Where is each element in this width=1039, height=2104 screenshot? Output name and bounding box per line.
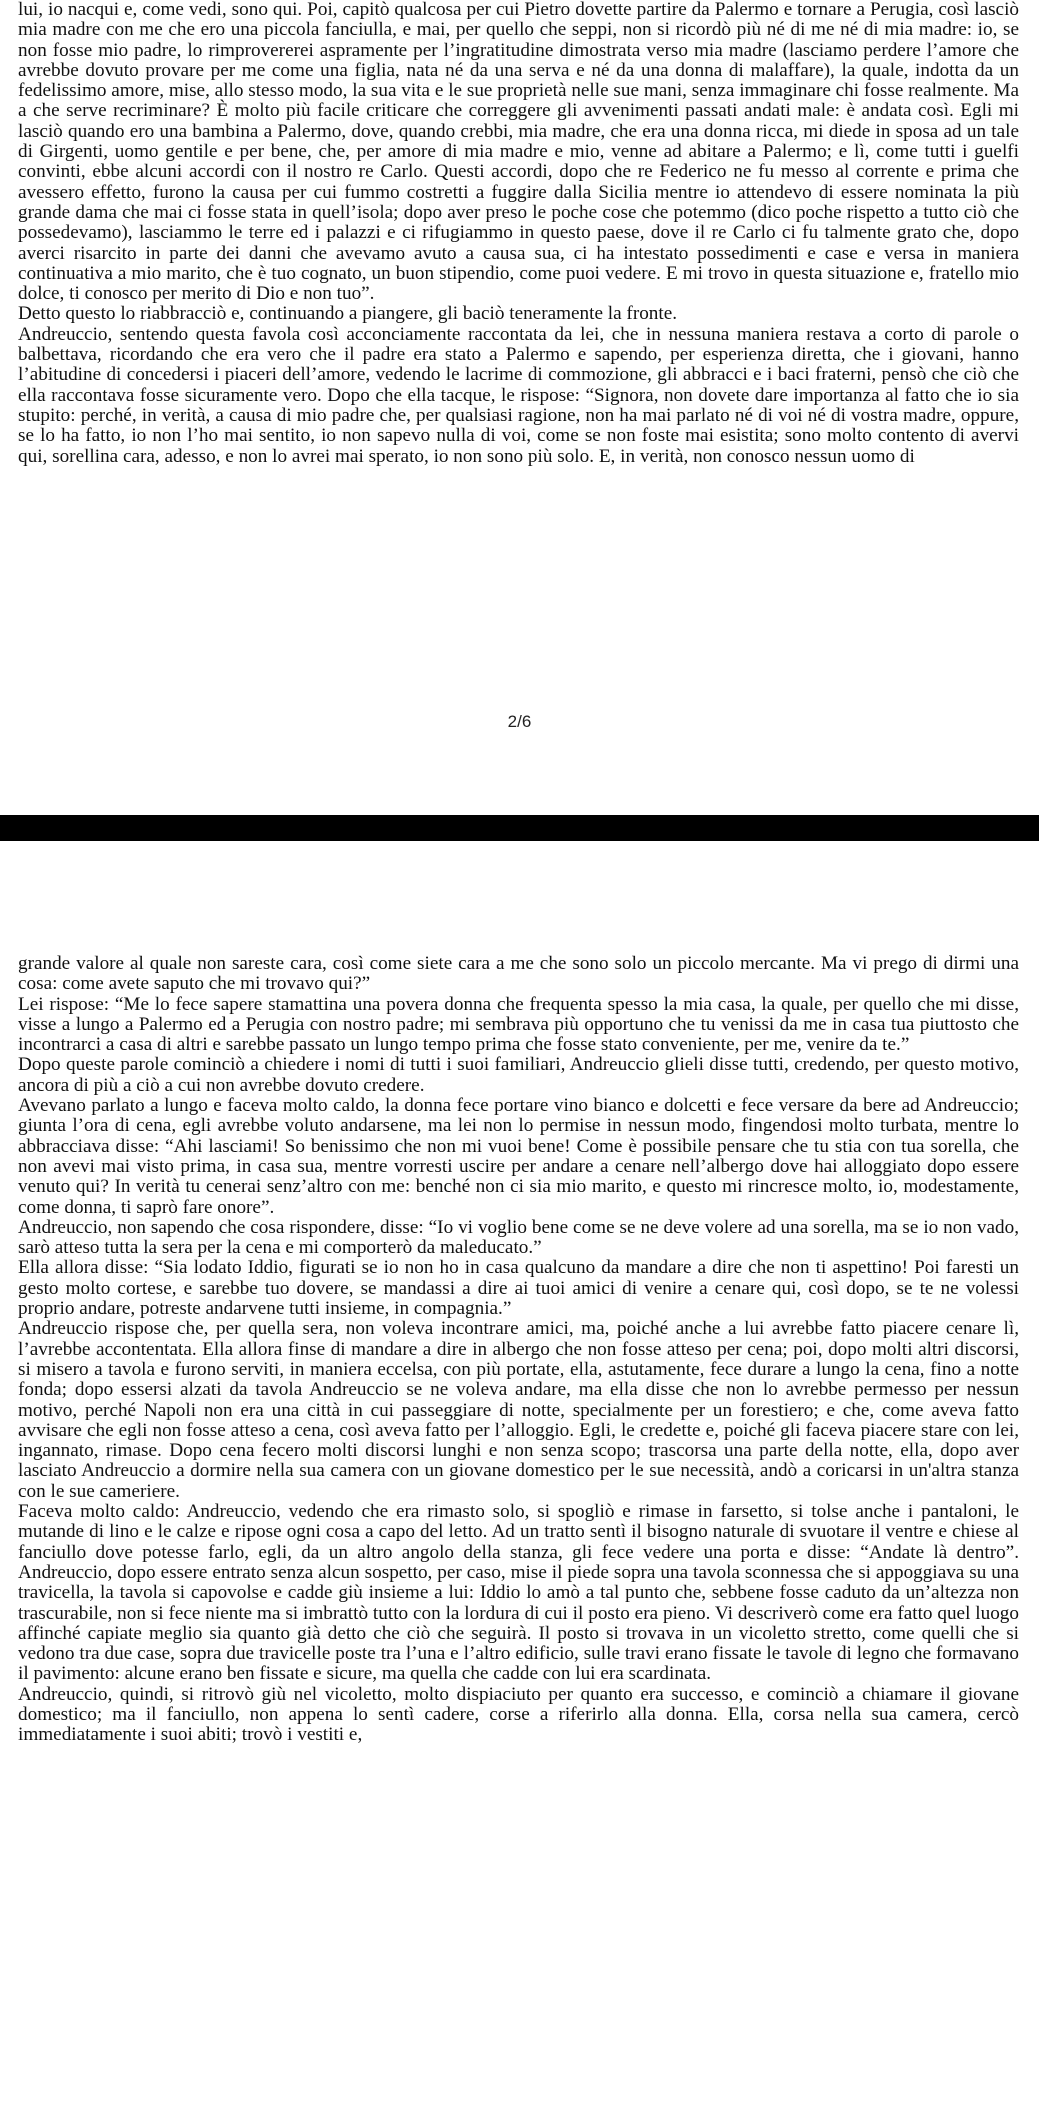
document-page-2 — [0, 0, 1039, 815]
page-separator — [0, 815, 1039, 841]
paragraph: Andreuccio, quindi, si ritrovò giù nel vicoletto, molto dispiaciuto per quanto era successo, e cominciò a chiamare il giovane domestico; ma il fanciullo, non appena lo sentì cadere, corse a riferirlo alla donna. Ella, corsa nella sua camera, cercò immediatamente i suoi abiti; trovò i vestiti e, — [18, 1683, 1019, 1746]
paragraph: Avevano parlato a lungo e faceva molto caldo, la donna fece portare vino bianco e dolcetti e fece versare da bere ad Andreuccio; giunta l’ora di cena, egli avrebbe voluto andarsene, ma lei non lo permise in nessun modo, fingendosi molto turbata, mentre lo abbracciava disse: “Ahi lasciami! So benissimo che non mi vuoi bene! Come è possibile pensare che tu stia con tua sorella, che non avevi mai visto prima, in casa sua, mentre vorresti uscire per andare a cenare nell’albergo dove hai alloggiato dopo essere venuto qui? In verità tu cenerai senz’altro con me: benché non ci sia mio marito, e questo mi rincresce molto, io, modestamente, come donna, ti saprò fare onore”. — [18, 1095, 1019, 1218]
paragraph: Andreuccio, sentendo questa favola così acconciamente raccontata da lei, che in nessuna maniera restava a corto di parole o balbettava, ricordando che era vero che il padre era stato a Palermo e sapendo, per esperienza diretta, che i giovani, hanno l’abitudine di concedersi i piaceri dell’amore, vedendo le lacrime di commozione, gli abbracci e i baci fraterni, pensò che ciò che ella raccontava fosse sicuramente vero. Dopo che ella tacque, le rispose: “Signora, non dovete dare importanza al fatto che io sia stupito: perché, in verità, a causa di mio padre che, per qualsiasi ragione, non ha mai parlato né di voi né di vostra madre, oppure, se lo ha fatto, io non l’ho mai sentito, io non sapevo nulla di voi, come se non foste mai esistita; sono molto contento di avervi qui, sorellina cara, adesso, e non lo avrei mai sperato, io non sono più solo. E, in verità, non conosco nessun uomo di — [18, 323, 1019, 467]
paragraph: Dopo queste parole cominciò a chiedere i nomi di tutti i suoi familiari, Andreuccio glieli disse tutti, credendo, per questo motivo, ancora di più a ciò a cui non avrebbe dovuto credere. — [18, 1054, 1019, 1096]
paragraph: grande valore al quale non sareste cara, così come siete cara a me che sono solo un piccolo mercante. Ma vi prego di dirmi una cosa: come avete saputo che mi trovavo qui?” — [18, 953, 1019, 995]
paragraph: Andreuccio rispose che, per quella sera, non voleva incontrare amici, ma, poiché anche a lui avrebbe fatto piacere cenare lì, l’avrebbe accontentata. Ella allora finse di mandare a dire in albergo che non fosse atteso per cena; poi, dopo molti altri discorsi, si misero a tavola e furono serviti, in maniera eccelsa, con più portate, ella, astutamente, fece durare a lungo la cena, fino a notte fonda; dopo essersi alzati da tavola Andreuccio se ne voleva andare, ma ella disse che non lo avrebbe permesso per nessun motivo, perché Napoli non era una città in cui passeggiare di notte, specialmente per un forestiero; e che, come aveva fatto avvisare che egli non fosse atteso a cena, così aveva fatto per l’alloggio. Egli, le credette e, poiché gli faceva piacere stare con lei, ingannato, rimase. Dopo cena fecero molti discorsi lunghi e non senza scopo; trascorsa una parte della notte, ella, dopo aver lasciato Andreuccio a dormire nella sua camera con un giovane domestico per le sue necessità, andò a coricarsi in un'altra stanza con le sue cameriere. — [18, 1318, 1019, 1502]
paragraph: Andreuccio, non sapendo che cosa rispondere, disse: “Io vi voglio bene come se ne deve volere ad una sorella, ma se io non vado, sarò atteso tutta la sera per la cena e mi comporterò da maleducato.” — [18, 1216, 1019, 1259]
paragraph: Lei rispose: “Me lo fece sapere stamattina una povera donna che frequenta spesso la mia casa, la quale, per quello che mi disse, visse a lungo a Palermo ed a Perugia con nostro padre; mi sembrava più opportuno che tu venissi da me in casa tua piuttosto che incontrarci a casa di altri e sarebbe passato un lungo tempo prima che fosse stato conveniente, per me, venire da te.” — [18, 993, 1019, 1056]
page-number: 2/6 — [507, 712, 532, 731]
document-page-3 — [0, 841, 1039, 2104]
paragraph: Ella allora disse: “Sia lodato Iddio, figurati se io non ho in casa qualcuno da mandare a dire che non ti aspettino! Poi faresti un gesto molto cortese, e sarebbe tuo dovere, se mandassi a dire ai tuoi amici di venire a cenare qui, così dopo, se te ne volessi proprio andare, potreste andarvene tutti insieme, in compagnia.” — [18, 1257, 1019, 1320]
page-2-body-text — [18, 0, 1019, 467]
paragraph: Detto questo lo riabbracciò e, continuando a piangere, gli baciò teneramente la fronte. — [18, 303, 678, 325]
paragraph: Faceva molto caldo: Andreuccio, vedendo che era rimasto solo, si spogliò e rimase in farsetto, si tolse anche i pantaloni, le mutande di lino e le calze e ripose ogni cosa a capo del letto. Ad un tratto sentì il bisogno naturale di svuotare il ventre e chiese al fanciullo dove potesse farlo, egli, da un altro angolo della stanza, gli fece vedere una porta e disse: “Andate là dentro”. Andreuccio, dopo essere entrato senza alcun sospetto, per caso, mise il piede sopra una tavola sconnessa che si appoggiava su una travicella, la tavola si capovolse e cadde giù insieme a lui: Iddio lo amò a tal punto che, sebbene fosse caduto da un’altezza non trascurabile, non si fece niente ma si imbrattò tutto con la lordura di cui il posto era pieno. Vi descriverò come era fatto quel luogo affinché capiate meglio sia quanto già detto che ciò che seguirà. Il posto si trovava in un vicoletto stretto, come quelli che si vedono tra due case, sopra due travicelle poste tra l’una e l’altro edificio, sulle travi erano fissate le tavole di legno che formavano il pavimento: alcune erano ben fissate e sicure, ma quella che cadde con lui era scardinata. — [18, 1501, 1019, 1685]
page-3-body-text — [18, 954, 1019, 1746]
paragraph: lui, io nacqui e, come vedi, sono qui. Poi, capitò qualcosa per cui Pietro dovette partire da Palermo e tornare a Perugia, così lasciò mia madre con me che ero una piccola fanciulla, e mai, per quello che seppi, non si ricordò più né di me né di mia madre: io, se non fosse mio padre, lo rimprovererei aspramente per l’ingratitudine dimostrata verso mia madre (lasciamo perdere l’amore che avrebbe dovuto provare per me come una figlia, nata né da una serva e né da una donna di malaffare), la quale, indotta da un fedelissimo amore, mise, allo stesso modo, la sua vita e le sue proprietà nelle sue mani, senza immaginare chi fosse realmente. Ma a che serve recriminare? È molto più facile criticare che correggere gli avvenimenti passati andati male: è andata così. Egli mi lasciò quando ero una bambina a Palermo, dove, quando crebbi, mia madre, che era una donna ricca, mi diede in sposa ad un tale di Girgenti, uomo gentile e per bene, che, per amore di mia madre e mio, venne ad abitare a Palermo; e lì, come tutti i guelfi convinti, ebbe alcuni accordi con il nostro re Carlo. Questi accordi, dopo che re Federico ne fu messo al corrente e prima che avessero effetto, furono la causa per cui fummo costretti a fuggire dalla Sicilia mentre io attendevo di essere nominata la più grande dama che mai ci fosse stata in quell’isola; dopo aver preso le poche cose che potemmo (dico poche rispetto a tutto ciò che possedevamo), lasciammo le terre ed i palazzi e ci rifugiammo in questo paese, dove il re Carlo ci fu talmente grato che, dopo averci risarcito in parte dei danni che avevamo avuto a causa sua, ci ha intestato possedimenti e case e versa in maniera continuativa a mio marito, che è tuo cognato, un buon stipendio, come puoi vedere. E mi trovo in questa situazione e, fratello mio dolce, ti conosco per merito di Dio e non tuo”. — [18, 0, 1019, 305]
